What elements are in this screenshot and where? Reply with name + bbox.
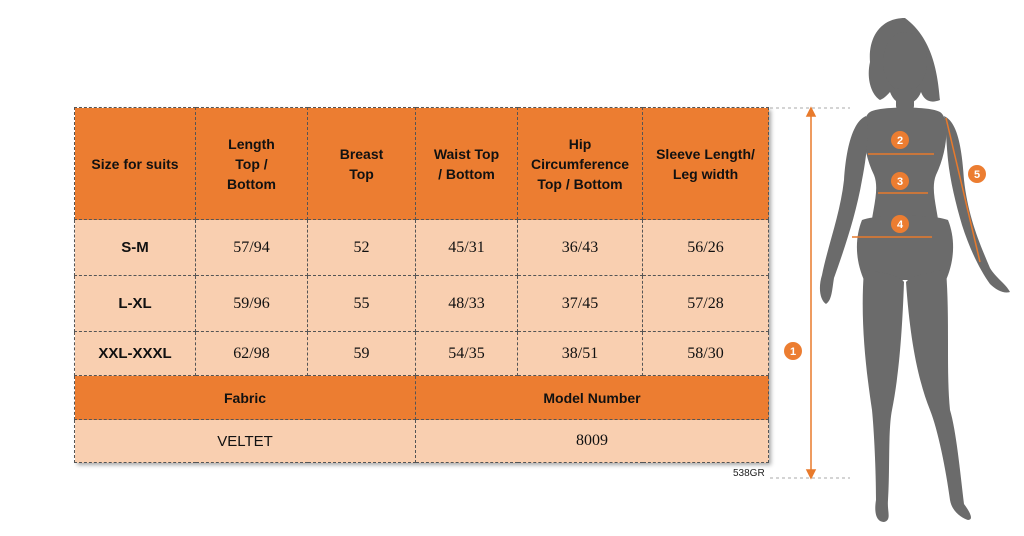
header-size: Size for suits xyxy=(75,108,196,220)
breast-cell: 55 xyxy=(308,276,416,332)
waist-cell: 48/33 xyxy=(416,276,518,332)
body-silhouette xyxy=(770,0,1024,536)
arrow-up-icon xyxy=(807,108,815,116)
product-code: 538GR xyxy=(733,468,765,479)
marker-1-label: 1 xyxy=(789,346,797,358)
breast-cell: 59 xyxy=(308,332,416,376)
marker-5-label: 5 xyxy=(973,169,981,181)
header-row xyxy=(75,108,769,220)
silhouette-shape xyxy=(820,18,1010,522)
footer-header-row xyxy=(75,376,769,420)
breast-cell: 52 xyxy=(308,220,416,276)
size-chart xyxy=(74,107,768,462)
arrow-down-icon xyxy=(807,470,815,478)
marker-4-label: 4 xyxy=(896,219,904,231)
sleeve-cell: 57/28 xyxy=(643,276,769,332)
header-sleeve: Sleeve Length/ Leg width xyxy=(643,108,769,220)
sleeve-cell: 56/26 xyxy=(643,220,769,276)
size-table xyxy=(74,107,769,463)
header-breast: Breast Top xyxy=(308,108,416,220)
model-header: Model Number xyxy=(416,376,769,420)
waist-cell: 45/31 xyxy=(416,220,518,276)
size-cell: L-XL xyxy=(75,276,196,332)
footer-value-row xyxy=(75,420,769,463)
table-row xyxy=(75,276,769,332)
model-value: 8009 xyxy=(416,420,769,463)
table-row xyxy=(75,332,769,376)
header-waist: Waist Top / Bottom xyxy=(416,108,518,220)
hip-cell: 37/45 xyxy=(518,276,643,332)
sleeve-cell: 58/30 xyxy=(643,332,769,376)
fabric-header: Fabric xyxy=(75,376,416,420)
fabric-value: VELTET xyxy=(75,420,416,463)
waist-cell: 54/35 xyxy=(416,332,518,376)
hip-cell: 36/43 xyxy=(518,220,643,276)
header-length: Length Top / Bottom xyxy=(196,108,308,220)
marker-3-label: 3 xyxy=(896,176,904,188)
table-row xyxy=(75,220,769,276)
size-cell: S-M xyxy=(75,220,196,276)
length-cell: 59/96 xyxy=(196,276,308,332)
length-cell: 62/98 xyxy=(196,332,308,376)
hip-cell: 38/51 xyxy=(518,332,643,376)
header-hip: Hip Circumference Top / Bottom xyxy=(518,108,643,220)
size-cell: XXL-XXXL xyxy=(75,332,196,376)
length-cell: 57/94 xyxy=(196,220,308,276)
marker-2-label: 2 xyxy=(896,135,904,147)
